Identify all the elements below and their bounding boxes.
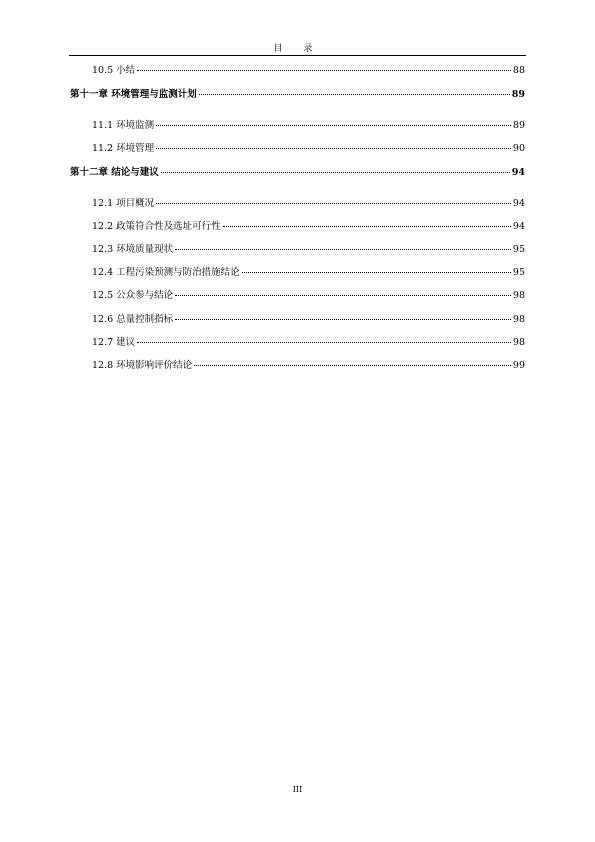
toc-leader-dots [223,225,511,227]
toc-entry-title: 12.4 工程污染预测与防治措施结论 [92,267,240,278]
toc-entry-title: 11.1 环境监测 [92,120,155,131]
toc-leader-dots [194,364,511,366]
toc-entry-title: 10.5 小结 [92,65,136,76]
toc-entry-title: 12.1 项目概况 [92,198,155,209]
toc-entry-title: 12.8 环境影响评价结论 [92,360,193,371]
toc-entry-page: 88 [512,65,525,76]
toc-leader-dots [175,294,511,296]
toc-entry-page: 98 [512,290,525,301]
toc-entry-page: 90 [512,143,525,154]
page-header-title: 目 录 [273,44,322,54]
toc-entry-title: 12.3 环境质量现状 [92,244,174,255]
toc-entry-page: 95 [512,267,525,278]
toc-entry[interactable] [92,243,525,256]
toc-entry-title: 第十一章 环境管理与监测计划 [70,89,197,100]
toc-entry-page: 98 [512,314,525,325]
toc-entry[interactable] [92,359,525,372]
toc-entry[interactable] [92,289,525,302]
toc-entry-title: 12.2 政策符合性及选址可行性 [92,221,221,232]
toc-entry-page: 94 [512,221,525,232]
toc-entry-title: 12.5 公众参与结论 [92,290,174,301]
toc-leader-dots [242,271,511,273]
toc-entry-page: 94 [512,198,525,209]
toc-entry-page: 99 [512,360,525,371]
toc-entry-page: 98 [512,337,525,348]
toc-entry-page: 95 [512,244,525,255]
toc-entry[interactable] [92,266,525,279]
toc-entry[interactable] [92,197,525,210]
toc-entry-title: 第十二章 结论与建议 [70,167,159,178]
toc-leader-dots [156,124,511,126]
toc-entry-page: 89 [512,120,525,131]
toc-chapter-entry[interactable] [70,88,525,101]
toc-entry-page: 89 [511,89,525,100]
toc-entry-title: 12.7 建议 [92,337,136,348]
toc-leader-dots [175,318,511,320]
toc-entry[interactable] [92,313,525,326]
toc-entry[interactable] [92,220,525,233]
toc-entry[interactable] [92,119,525,132]
toc-entry-title: 12.6 总量控制指标 [92,314,174,325]
toc-leader-dots [175,248,511,250]
toc-entry[interactable] [92,64,525,77]
toc-entry[interactable] [92,142,525,155]
toc-leader-dots [199,93,510,95]
toc-leader-dots [137,69,511,71]
page-number: III [292,785,303,794]
toc-leader-dots [161,171,510,173]
toc-chapter-entry[interactable] [70,166,525,179]
toc-leader-dots [137,341,511,343]
toc-entry-page: 94 [511,167,525,178]
toc-leader-dots [156,147,511,149]
toc-entry[interactable] [92,336,525,349]
toc-leader-dots [156,202,511,204]
toc-entry-title: 11.2 环境管理 [92,143,155,154]
